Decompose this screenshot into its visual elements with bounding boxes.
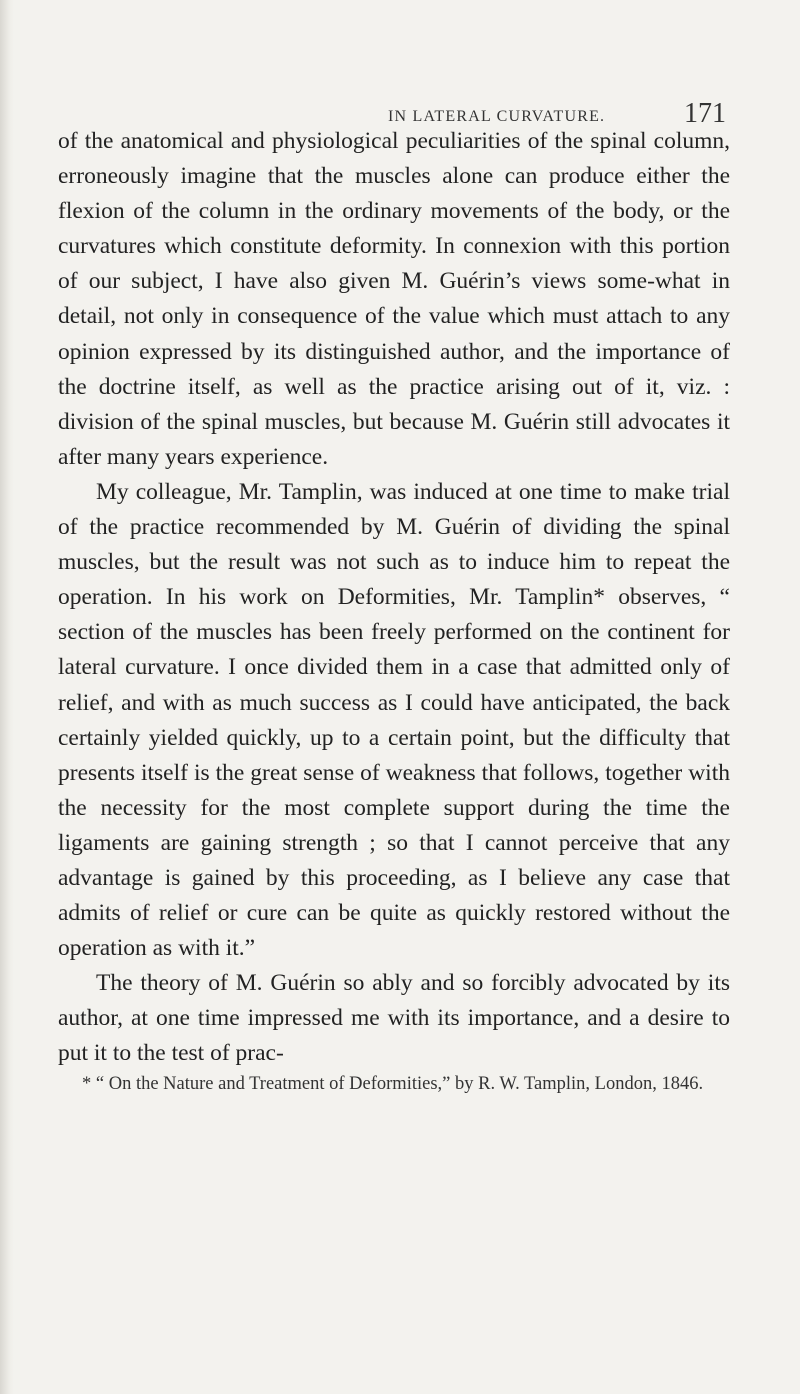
paragraph-continued: of the anatomical and physiological peculiarities of the spinal column, erroneously imagine that the muscles alone can produce either the flexion of the column in the ordinary movements of the body, or the curvatures which constitute deformity. In connexion with this portion of our subject, I have also given M. Guérin’s views some-what in detail, not only in consequence of the value which must attach to any opinion expressed by its distinguished author, and the importance of the doctrine itself, as well as the practice arising out of it, viz. : division of the spinal muscles, but because M. Guérin still advocates it after many years experience. [58, 128, 730, 470]
page-gutter-shadow [0, 0, 14, 1394]
book-page [58, 84, 730, 1097]
page-number: 171 [684, 98, 726, 129]
footnote: * “ On the Nature and Treatment of Deformities,” by R. W. Tamplin, London, 1846. [82, 1073, 704, 1094]
running-head: IN LATERAL CURVATURE. [388, 108, 606, 125]
page-header [58, 84, 730, 129]
paragraph-tamplin: My colleague, Mr. Tamplin, was induced at one time to make trial of the practice recommended by M. Guérin of dividing the spinal muscles, but the result was not such as to induce him to repeat the operation. In his work on Deformities, Mr. Tamplin* observes, “ section of the muscles has been freely performed on the continent for lateral curvature. I once divided them in a case that admitted only of relief, and with as much success as I could have anticipated, the back certainly yielded quickly, up to a certain point, but the difficulty that presents itself is the great sense of weakness that follows, together with the necessity for the most complete support during the time the ligaments are gaining strength ; so that I cannot perceive that any advantage is gained by this proceeding, as I believe any case that admits of relief or cure can be quite as quickly restored without the operation as with it.” [58, 478, 730, 962]
body-text [58, 124, 730, 1072]
paragraph-theory: The theory of M. Guérin so ably and so forcibly advocated by its author, at one time impressed me with its importance, and a desire to put it to the test of prac- [58, 970, 730, 1067]
